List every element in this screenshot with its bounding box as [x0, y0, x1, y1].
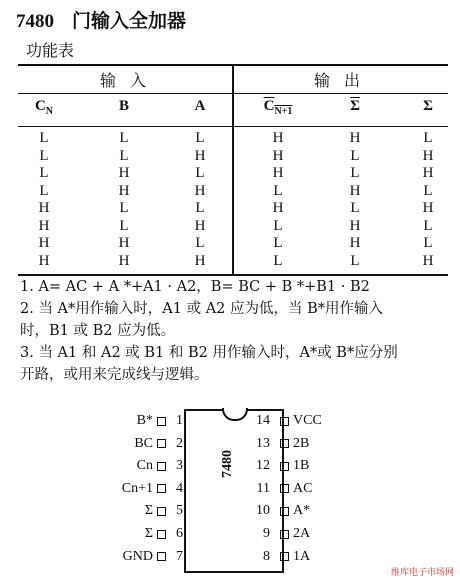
table-cell: L — [39, 130, 49, 146]
note-line: 2. 当 A*用作输入时，A1 或 A2 应为低，当 B*用作输入 — [20, 301, 384, 317]
chip-pin-left — [137, 455, 196, 477]
pin-label: A* — [293, 503, 311, 519]
table-cell: L — [195, 235, 205, 251]
chip-code: 7480 — [16, 11, 54, 32]
table-cell: L — [119, 217, 129, 234]
table-cell: L — [273, 182, 283, 199]
pin-square-icon — [280, 530, 289, 539]
table-row — [18, 235, 448, 253]
table-cell: H — [118, 252, 130, 269]
table-cell: L — [423, 182, 433, 199]
pin-label: 2B — [293, 435, 310, 451]
table-cell: H — [422, 147, 434, 164]
chip-pin-right — [250, 546, 310, 568]
table-row — [18, 148, 448, 166]
table-row — [18, 253, 448, 271]
table-cell: L — [273, 217, 283, 234]
watermark: 维库电子市场网 — [390, 568, 454, 578]
column-header: Σ — [423, 98, 433, 114]
pin-square-icon — [280, 462, 289, 471]
pin-label: Σ — [144, 503, 153, 519]
pin-label: Σ — [144, 526, 153, 541]
pin-number: 6 — [176, 526, 183, 541]
table-cell: L — [423, 130, 433, 146]
pin-label: BC — [134, 435, 153, 451]
pin-square-icon — [157, 530, 166, 539]
table-cell: H — [38, 200, 50, 216]
table-cell: H — [349, 182, 361, 199]
table-cell: H — [194, 147, 206, 164]
chip-pin-right — [250, 410, 322, 432]
chip-pin-right — [250, 523, 310, 545]
pin-label: Cn — [136, 458, 153, 474]
table-cell: H — [38, 252, 50, 269]
pin-number: 12 — [256, 458, 270, 474]
pin-square-icon — [157, 507, 166, 516]
table-cell: H — [272, 147, 284, 164]
table-cell: L — [350, 147, 360, 164]
table-cell: H — [194, 217, 206, 234]
page-title — [16, 6, 186, 33]
chip-pin-right — [250, 433, 309, 455]
chip-pin-left — [145, 523, 196, 545]
pin-label: AC — [293, 480, 313, 496]
pin-number: 5 — [176, 503, 183, 519]
table-cell: H — [272, 130, 284, 146]
table-cell: H — [422, 200, 434, 216]
table-row — [18, 200, 448, 218]
pin-square-icon — [280, 439, 289, 448]
table-row — [18, 183, 448, 201]
pin-square-icon — [280, 552, 289, 561]
pin-square-icon — [280, 484, 289, 493]
pin-number: 3 — [176, 458, 183, 474]
table-cell: H — [272, 200, 284, 216]
note-line: 开路，或用来完成线与逻辑。 — [20, 367, 209, 383]
notes — [20, 276, 450, 386]
pin-number: 2 — [176, 435, 183, 451]
column-header: $C_N$ — [34, 98, 54, 117]
chip-pin-left — [122, 478, 196, 500]
table-cell: L — [350, 165, 360, 181]
pin-square-icon — [280, 417, 289, 426]
table-cell: L — [350, 252, 360, 269]
table-cell: L — [423, 217, 433, 234]
table-cell: H — [194, 252, 206, 269]
table-row — [18, 218, 448, 236]
chip-pin-left — [123, 546, 196, 568]
chip-pin-left — [134, 433, 196, 455]
table-cell: L — [39, 182, 49, 199]
pin-label: GND — [122, 548, 153, 564]
table-cell: H — [194, 182, 206, 199]
pin-label: 1B — [293, 458, 310, 474]
chip-name: 门输入全加器 — [72, 10, 187, 32]
table-cell: H — [349, 217, 361, 234]
table-cell: H — [38, 217, 50, 234]
pin-number: 9 — [263, 526, 270, 541]
chip-pin-left — [145, 500, 196, 522]
table-cell: H — [349, 235, 361, 251]
pin-square-icon — [157, 439, 166, 448]
pin-number: 4 — [176, 480, 183, 496]
table-cell: H — [118, 165, 130, 181]
output-group-label: 输出 — [314, 71, 375, 90]
table-row — [18, 165, 448, 183]
function-table-title: 功能表 — [26, 41, 75, 60]
table-cell: L — [273, 252, 283, 269]
pin-number: 11 — [256, 480, 270, 496]
chip-pin-right — [250, 500, 310, 522]
table-cell: L — [39, 165, 49, 181]
table-cell: L — [119, 147, 129, 164]
pin-square-icon — [157, 462, 166, 471]
pin-label: VCC — [293, 413, 322, 428]
chip-pin-right — [250, 455, 309, 477]
pin-number: 13 — [256, 435, 270, 451]
note-line: 时，B1 或 B2 应为低。 — [20, 323, 176, 339]
pin-number: 8 — [263, 548, 270, 564]
table-cell: L — [119, 130, 129, 146]
note-line: 3. 当 A1 和 A2 或 B1 和 B2 用作输入时，A*或 B*应分别 — [20, 345, 398, 361]
table-cell: H — [422, 165, 434, 181]
pin-label: 2A — [293, 526, 311, 541]
chip-pin-right — [250, 478, 312, 500]
pin-label: Cn+1 — [121, 480, 153, 496]
table-cell: L — [273, 235, 283, 251]
pin-number: 1 — [176, 413, 183, 428]
column-header: B — [118, 98, 129, 114]
pin-number: 7 — [176, 548, 183, 564]
column-header: A — [194, 98, 206, 114]
pin-label: B* — [136, 413, 153, 428]
input-group-label: 输入 — [100, 71, 161, 90]
table-cell: L — [39, 147, 49, 164]
table-cell: L — [195, 200, 205, 216]
table-cell: H — [349, 130, 361, 146]
table-cell: L — [195, 130, 205, 146]
table-cell: H — [118, 235, 130, 251]
pin-square-icon — [157, 552, 166, 561]
table-cell: H — [272, 165, 284, 181]
column-header: $C_{N+1}$ — [263, 98, 293, 117]
table-cell: H — [422, 252, 434, 269]
function-table — [18, 64, 448, 276]
chip-pin-left — [137, 410, 196, 432]
table-cell: L — [423, 235, 433, 251]
table-cell: L — [195, 165, 205, 181]
pin-label: 1A — [293, 548, 311, 564]
pin-square-icon — [157, 417, 166, 426]
pin-square-icon — [280, 507, 289, 516]
table-row — [18, 130, 448, 148]
column-header: $\overline{\Sigma}$ — [350, 98, 360, 114]
table-cell: L — [350, 200, 360, 216]
table-cell: H — [118, 182, 130, 199]
pin-square-icon — [157, 484, 166, 493]
chip-label: 7480 — [220, 450, 235, 478]
note-line: 1. A= AC + A *+A1 · A2，B= BC + B *+B1 · B2 — [20, 279, 370, 295]
table-cell: L — [119, 200, 129, 216]
pin-number: 10 — [256, 503, 270, 519]
table-rule — [18, 93, 448, 94]
pin-number: 14 — [256, 413, 270, 428]
table-cell: H — [38, 235, 50, 251]
table-rule — [18, 126, 448, 127]
